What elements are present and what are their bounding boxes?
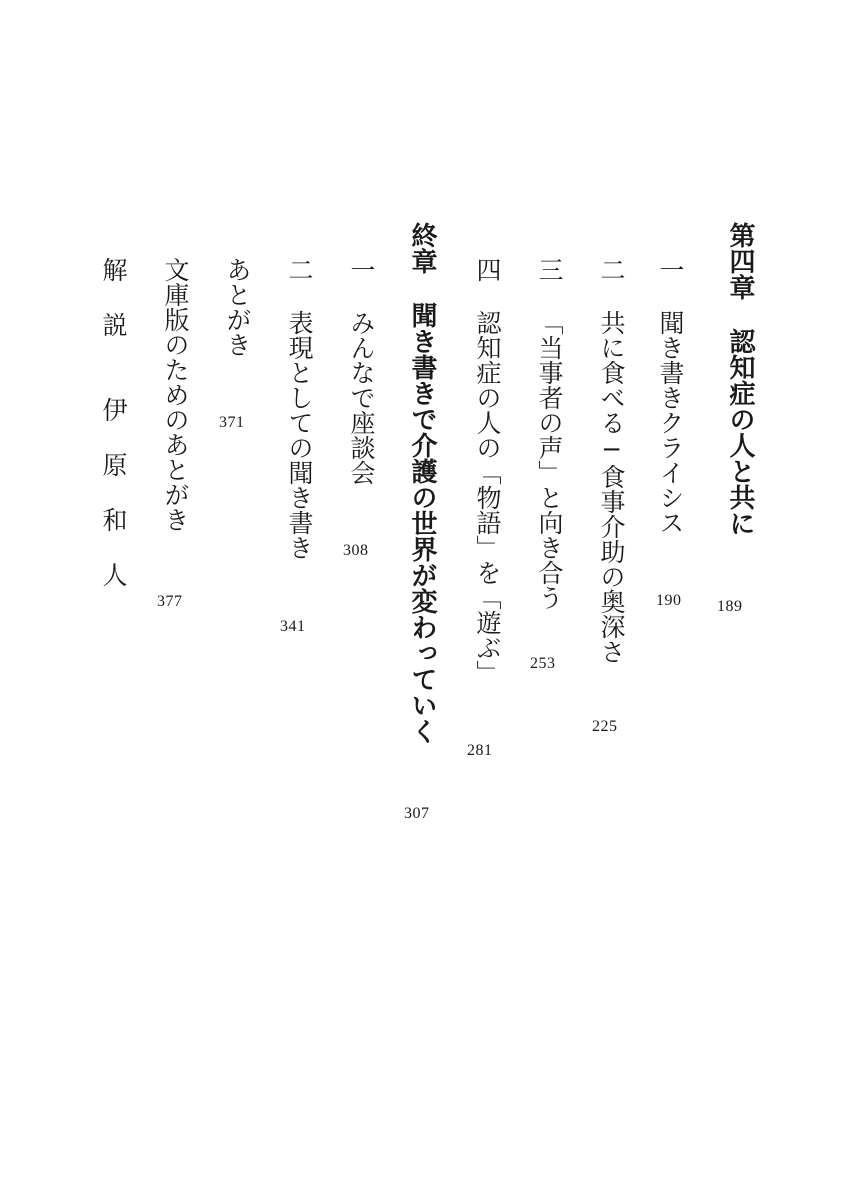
entry-page: 253 (530, 655, 556, 672)
final-chapter-label: 終章 (407, 222, 437, 274)
final-chapter-title: 聞き書きで介護の世界が変わっていく (407, 302, 437, 744)
entry-title: みんなで座談会 (347, 310, 376, 485)
toc-entry-final-2 (282, 257, 316, 560)
entry-title: 「当事者の声」と向き合う (535, 310, 564, 610)
commentary-label: 解説 (99, 257, 128, 337)
entry-page: 377 (157, 593, 183, 610)
entry-title: 聞き書きクライシス (656, 310, 685, 535)
entry-title: 認知症の人の「物語」を「遊ぶ」 (473, 310, 502, 685)
entry-number: 四 (473, 257, 502, 282)
toc-entry-commentary (96, 257, 130, 587)
entry-number: 二 (597, 257, 626, 282)
entry-page: 225 (592, 718, 618, 735)
entry-page: 371 (219, 414, 245, 431)
toc-entry-afterword (220, 257, 254, 357)
commentary-author: 伊原和人 (99, 397, 128, 587)
entry-number: 三 (535, 257, 564, 282)
entry-title: 表現としての聞き書き (285, 310, 314, 560)
entry-page: 190 (656, 592, 682, 609)
entry-number: 一 (347, 257, 376, 282)
toc-entry-ch4-1 (653, 257, 687, 535)
chapter4-page: 189 (717, 598, 743, 615)
entry-number: 二 (285, 257, 314, 282)
entry-page: 308 (343, 542, 369, 559)
entry-title: あとがき (223, 257, 252, 357)
toc-entry-final-1 (344, 257, 378, 485)
entry-page: 281 (467, 742, 493, 759)
final-chapter-page: 307 (404, 805, 430, 822)
entry-title: 文庫版のためのあとがき (161, 257, 190, 532)
chapter4-heading (723, 222, 757, 536)
toc-entry-ch4-4 (470, 257, 504, 685)
entry-title: 共に食べる─食事介助の奥深さ (597, 310, 626, 664)
toc-entry-ch4-3 (532, 257, 566, 610)
toc-entry-ch4-2 (594, 257, 628, 664)
chapter4-title: 認知症の人と共に (725, 328, 755, 536)
entry-page: 341 (280, 618, 306, 635)
entry-number: 一 (656, 257, 685, 282)
chapter4-label: 第四章 (725, 222, 755, 300)
final-chapter-heading (405, 222, 439, 744)
toc-entry-bunko-afterword (158, 257, 192, 532)
